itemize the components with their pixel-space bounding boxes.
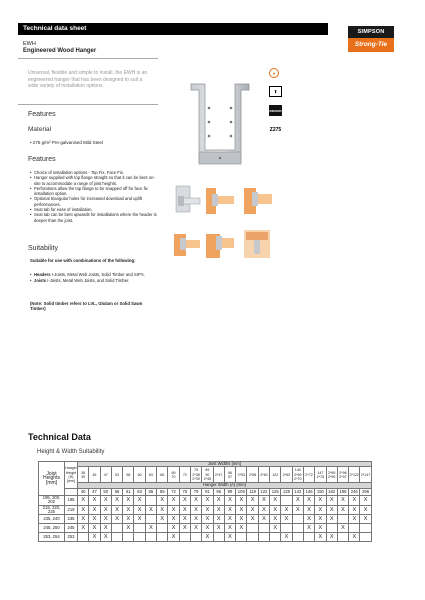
installation-image [168,182,202,218]
suitability-mark: X [224,533,235,542]
suitability-mark [111,524,122,533]
certification-icons [269,68,283,143]
joist-width-cell: 89 90 2*45 [203,468,212,482]
product-code: EWH [23,41,36,47]
hanger-width-cell: 66 [145,488,156,495]
joist-widths-label: Joist Widths [mm] [78,462,372,467]
suitability-mark: X [111,515,122,524]
hanger-product-image [185,78,255,174]
suitability-list [30,272,154,285]
suitability-mark: X [100,524,111,533]
hanger-width-cell: 196 [337,488,348,495]
suitability-mark: X [315,505,326,515]
joist-width-cell: 47 [100,467,111,483]
table-row [39,495,372,505]
features-subheading: Features [28,156,56,163]
suitability-mark [303,533,314,542]
suitability-mark: X [145,505,156,515]
hanger-width-cell: 119 [247,488,258,495]
suitability-mark: X [111,495,122,505]
suitability-mark: X [89,515,100,524]
suitability-mark [213,533,224,542]
joist-width-cell: 2*58 [247,467,258,483]
installation-image [202,226,236,262]
suitability-mark [145,495,156,505]
suitability-mark [157,524,168,533]
joist-width-cell: 2*53 [236,467,247,483]
suitability-mark: X [326,495,337,505]
hanger-width-cell: 142 [292,488,303,495]
suitability-mark [236,533,247,542]
suitability-mark: X [145,524,156,533]
suitability-mark: X [349,515,360,524]
feature-item: • Seat tab can be bent upwards for installations where the header is deeper than the joist. [30,212,158,223]
joist-width-cell: 2*47 [213,467,224,483]
divider [18,104,158,105]
joist-width-cell: 60 [134,467,145,483]
header-row [39,467,372,483]
suitability-mark: X [224,495,235,505]
suitability-mark [270,533,281,542]
suitability-mark: X [202,533,213,542]
suitability-mark: X [292,495,303,505]
suitability-mark: X [281,515,292,524]
hanger-width-cell: 69 [157,488,168,495]
joist-height-cell: 253, 254 [39,533,65,542]
suitability-mark: X [213,515,224,524]
suitability-mark: X [349,495,360,505]
product-name: Engineered Wood Hanger [23,48,97,54]
material-item: • 275 g/m² Pre-galvanised Mild Steel [30,140,103,145]
suitability-mark: X [123,515,134,524]
suitability-mark [145,533,156,542]
joist-width-cell: 2*63 [281,467,292,483]
suitability-mark: X [100,495,111,505]
suitability-mark: X [100,505,111,515]
joist-height-cell: 235, 240 [39,515,65,524]
suitability-mark: X [224,505,235,515]
suitability-mark: X [89,495,100,505]
installation-image [240,226,274,262]
divider [18,58,158,59]
hanger-width-cell: 79 [190,488,201,495]
hanger-width-cell: 128 [281,488,292,495]
suitability-mark: X [337,505,348,515]
suitability-mark [145,515,156,524]
suitability-mark: X [349,505,360,515]
suitability-mark [258,524,269,533]
intro-text: Universal, flexible and simple to install, the EWH is an engineered hanger that has been designed to suit a wide variety of installation options. [28,70,148,89]
hanger-width-cell: 72 [168,488,179,495]
hanger-width-cell: 246 [349,488,360,495]
joist-width-cell: 75 2*38 2*39 [192,468,200,482]
z275-icon: Z275 [269,126,282,133]
suitability-mark: X [202,495,213,505]
suitability-mark [123,533,134,542]
table-row [39,515,372,524]
suitability-mark: X [157,505,168,515]
suitability-item: • Headers I-Joists, Metal Web Joists, Solid Timber and SIP's. [30,272,154,277]
suitability-mark: X [190,495,201,505]
suitability-mark: X [89,524,100,533]
suitability-mark: X [349,533,360,542]
header-row [39,488,372,495]
hanger-width-cell: 146 [303,488,314,495]
suitability-mark: X [337,495,348,505]
joist-width-cell: 63 [145,467,156,483]
joist-width-cell: 2*72 [303,467,314,483]
joist-width-cell: 147 2*75 [315,467,326,483]
hanger-width-cell: 40 [78,488,89,495]
suitability-mark: X [168,495,179,505]
suitability-mark: X [270,515,281,524]
installation-image [202,182,236,218]
suitability-mark: X [247,515,258,524]
suitability-mark: X [202,505,213,515]
document-title: Technical data sheet [23,25,87,32]
hanger-width-cell: 75 [179,488,190,495]
hanger-height-cell: 253 [65,533,78,542]
suitability-mark: X [89,533,100,542]
suitability-mark: X [157,515,168,524]
installation-image [168,226,202,262]
suitability-mark: X [292,505,303,515]
suitability-mark: X [168,515,179,524]
hanger-height-label: Hanger Height (H) [mm] [65,462,78,489]
feature-item: • Perforations allow the top flange to be snapped off for face fix installation option. [30,186,158,197]
joist-width-cell: 140 2*69 2*70 [294,468,302,482]
suitability-mark: X [123,495,134,505]
suitability-mark: X [213,495,224,505]
suitability-mark [349,524,360,533]
joist-height-cell: 219, 220, 225 [39,505,65,515]
table-row [39,505,372,515]
suitability-mark: X [303,495,314,505]
suitability-mark: X [315,533,326,542]
feature-item: • Hanger supplied with top flange straight so that it can be bent on-site to accommodate a range of joist heights. [30,175,158,186]
suitability-mark: X [270,524,281,533]
suitability-mark [337,533,348,542]
material-heading: Material [28,126,52,133]
hanger-width-cell: 56 [111,488,122,495]
suitability-note: (Note: Solid timber refers to LVL, Glulam or Solid Sawn Timber) [30,301,143,312]
suitability-mark [247,524,258,533]
hanger-width-cell: 125 [270,488,281,495]
simpson-logo [348,26,394,52]
suitability-mark: X [337,524,348,533]
logo-bottom: Strong-Tie [348,38,394,52]
suitability-mark: X [236,495,247,505]
suitability-mark: X [190,505,201,515]
suitability-mark: X [213,505,224,515]
row-header-label: Joist Heights [mm] [39,462,65,496]
hanger-height-cell: 219 [65,505,78,515]
suitability-mark: X [270,495,281,505]
joist-width-cell: 53 [111,467,122,483]
suitability-mark: X [303,505,314,515]
hanger-width-cell: 61 [123,488,134,495]
suitability-mark: X [78,515,89,524]
joist-width-cell: 45 [89,467,100,483]
suitability-mark: X [360,505,371,515]
hanger-width-cell: 182 [326,488,337,495]
features-list [30,170,158,223]
suitability-mark: X [168,533,179,542]
suitability-mark: X [157,495,168,505]
suitability-mark: X [315,515,326,524]
suitability-mark: X [89,505,100,515]
suitability-mark: X [236,515,247,524]
suitability-mark: X [326,515,337,524]
suitability-mark: X [179,515,190,524]
hanger-width-cell: 150 [315,488,326,495]
installation-image [240,182,274,218]
hanger-width-label: Hanger Width (A) [mm] [78,483,372,488]
suitability-mark: X [224,515,235,524]
joist-height-cell: 245, 250 [39,524,65,533]
suitability-mark: X [202,515,213,524]
suitability-mark: X [100,533,111,542]
hanger-width-cell: 296 [360,488,371,495]
feature-item: • Optional triangular holes for increased download and uplift performances. [30,196,158,207]
suitability-mark: X [303,515,314,524]
suitability-mark: X [134,495,145,505]
suitability-heading: Suitability [28,245,58,252]
hanger-width-cell: 96 [213,488,224,495]
suitability-mark: X [202,524,213,533]
hanger-width-cell: 50 [100,488,111,495]
suitability-mark [281,495,292,505]
joist-width-cell: 2*60 [258,467,269,483]
suitability-mark: X [190,515,201,524]
suitability-mark: X [78,524,89,533]
suitability-mark: X [78,505,89,515]
suitability-mark [326,524,337,533]
hanger-width-cell: 122 [258,488,269,495]
suitability-mark [292,524,303,533]
joist-width-cell: 96 97 [224,467,235,483]
suitability-mark: X [360,515,371,524]
joist-width-cell: 2*147 [360,467,371,483]
suitability-mark: X [168,505,179,515]
table-row [39,533,372,542]
joist-width-cell: 66 [157,467,168,483]
feature-item: • Choice of installation options - Top Fix, Face Fix. [30,170,158,175]
hanger-width-cell: 99 [224,488,235,495]
suitability-mark [360,533,371,542]
suitability-mark: X [360,495,371,505]
moisture-icon: INDOOR [269,105,282,116]
suitability-mark: X [168,524,179,533]
suitability-mark: X [281,533,292,542]
hanger-width-cell: 63 [134,488,145,495]
suitability-mark: X [111,505,122,515]
suitability-mark: X [236,505,247,515]
suitability-mark [292,533,303,542]
suitability-mark: X [326,505,337,515]
suitability-mark [258,533,269,542]
suitability-mark: X [247,495,258,505]
suitability-mark: X [315,524,326,533]
suitability-mark: X [258,495,269,505]
suitability-mark [134,524,145,533]
suitability-mark: X [78,495,89,505]
suitability-item: • Joists I-Joists, Metal Web Joists, and Solid Timber. [30,278,154,283]
suitability-mark [157,533,168,542]
suitability-mark: X [123,524,134,533]
suitability-mark [360,524,371,533]
suitability-mark: X [247,505,258,515]
suitability-mark [292,515,303,524]
suitability-mark: X [179,495,190,505]
table-row [39,524,372,533]
suitability-mark [190,533,201,542]
suitability-mark: X [281,505,292,515]
logo-top: SIMPSON [348,26,394,38]
suitability-mark [134,533,145,542]
suitability-mark: X [224,524,235,533]
hanger-width-cell: 91 [202,488,213,495]
suitability-mark: X [303,524,314,533]
table-header [39,462,372,496]
suitability-mark: X [213,524,224,533]
height-width-subheading: Height & Width Suitability [37,449,105,455]
suitability-mark: X [326,533,337,542]
suitability-mark: X [179,524,190,533]
suitability-mark [247,533,258,542]
suitability-mark: X [190,524,201,533]
nail-icon: ✦ [269,68,279,78]
suitability-mark [78,533,89,542]
hanger-height-cell: 235 [65,515,78,524]
joist-width-cell: 2*122 [349,467,360,483]
suitability-mark: X [315,495,326,505]
joist-height-cell: 195, 200, 202 [39,495,65,505]
joist-width-cell: 38 39 [78,467,89,483]
features-heading: Features [28,111,56,118]
hanger-width-cell: 109 [236,488,247,495]
mount-icon: ⬆ [269,86,282,97]
hanger-width-cell: 47 [89,488,100,495]
suitability-mark [337,515,348,524]
technical-data-heading: Technical Data [28,432,91,442]
joist-width-cell: 122 [270,467,281,483]
suitability-mark: X [270,505,281,515]
hanger-height-cell: 245 [65,524,78,533]
suitability-mark: X [258,515,269,524]
joist-width-cell: 69 70 [168,467,179,483]
joist-width-cell: 2*89 2*90 [326,467,337,483]
suitability-mark: X [100,515,111,524]
suitability-mark: X [123,505,134,515]
suitability-mark: X [258,505,269,515]
table-body [39,495,372,542]
suitability-mark [179,533,190,542]
suitability-mark: X [134,515,145,524]
joist-width-cell: 72 [179,467,190,483]
suitability-mark [111,533,122,542]
hanger-height-blank [65,488,78,495]
suitability-mark [281,524,292,533]
document-title-bar [18,23,328,35]
joist-width-cell: 58 [123,467,134,483]
suitability-intro: Suitable for use with combinations of the following: [30,258,136,263]
feature-item: • Seat tab for ease of installation. [30,207,158,212]
joist-width-cell: 2*96 2*97 [337,467,348,483]
hanger-height-cell: 195 [65,495,78,505]
suitability-mark: X [179,505,190,515]
suitability-mark: X [236,524,247,533]
suitability-mark: X [134,505,145,515]
suitability-table [38,461,372,542]
